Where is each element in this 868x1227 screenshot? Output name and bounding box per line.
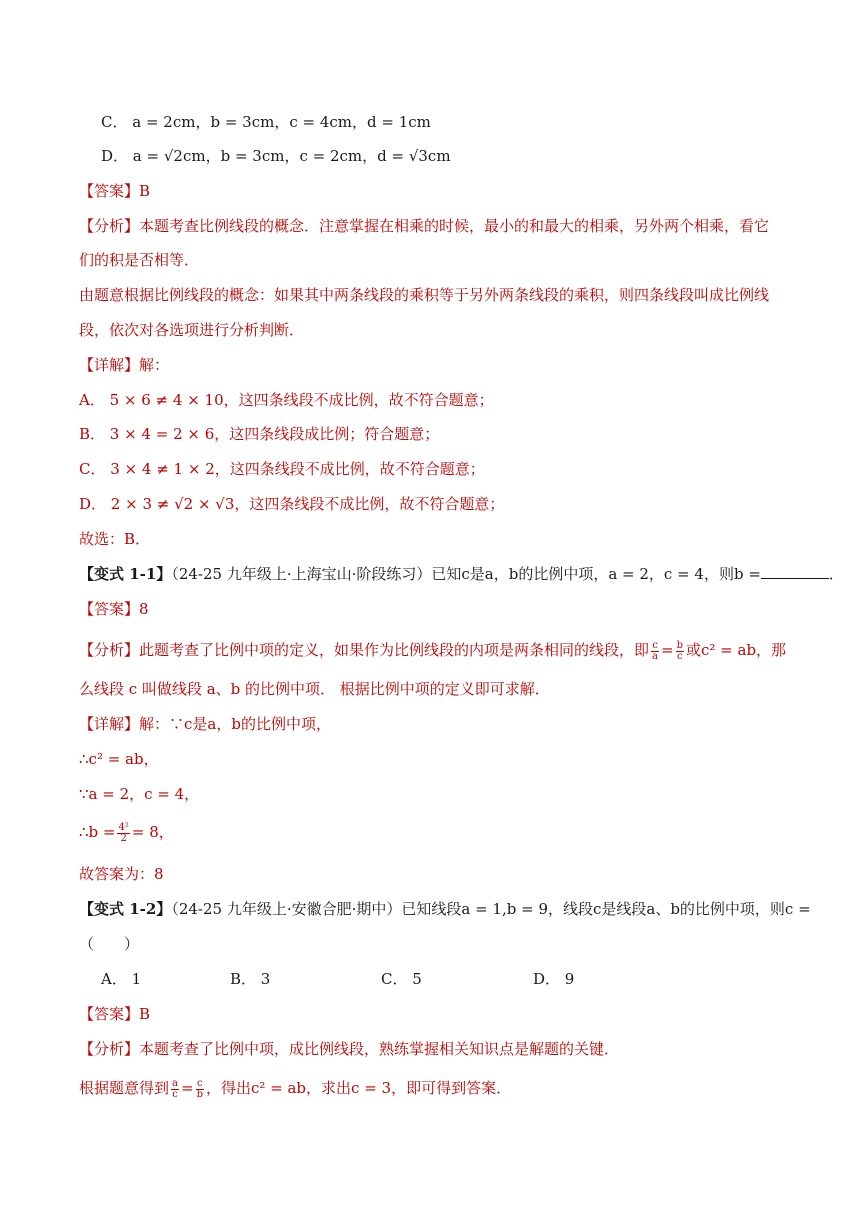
q2-analysis-line-2: 么线段 c 叫做线段 a、b 的比例中项． 根据比例中项的定义即可求解． [79,680,550,698]
detail-d: D． 2 × 3 ≠ √2 × √3，这四条线段不成比例，故不符合题意； [79,495,505,513]
answer-line [79,181,150,201]
option-b: B． 3 [230,970,271,988]
question-3-paren: （ ） [79,935,140,953]
fraction-4sq-over-2: $\frac{\text{4²}}{2}$ [118,821,129,844]
q2-detail-2: ∴c² = ab， [79,750,159,768]
fraction-c-over-a: $\frac{c}{a}$ [652,639,658,662]
answer-tag: 【答案】 [79,182,140,200]
q2-detail-line [79,714,331,734]
detail-a: A． 5 × 6 ≠ 4 × 10，这四条线段不成比例，故不符合题意； [79,391,494,409]
q3-analysis-line-1 [79,1039,619,1059]
analysis-text: 本题考查比例线段的概念．注意掌握在相乘的时候，最小的和最大的相乘，另外两个相乘，看它 [139,217,770,235]
option-a: A． 1 [101,970,142,988]
detail-line [79,355,169,375]
detail-c: C． 3 × 4 ≠ 1 × 2，这四条线段不成比例，故不符合题意； [79,460,485,478]
analysis-line-1 [79,216,769,236]
analysis-line-3: 由题意根据比例线段的概念：如果其中两条线段的乘积等于另外两条线段的乘积，则四条线段叫成比例线 [79,286,770,304]
answer-value: B [139,1005,151,1023]
analysis-text-end: 或c² = ab，那 [685,641,787,659]
q2-detail-4: ∴b = $\frac{\text{4²}}{2}$ = 8， [79,821,174,844]
question-3-tag: 【变式 1-2】 [79,900,172,918]
analysis-tag: 【分析】 [79,641,140,659]
option-c: C． 5 [381,970,422,988]
q3-analysis-line-2: 根据题意得到 $\frac{a}{c}$ = $\frac{c}{b}$ ，得出c² = ab，求出c = 3，即可得到答案． [79,1077,512,1100]
question-3-options [0,969,868,989]
detail-tag: 【详解】 [79,356,140,374]
fraction-b-over-c: $\frac{b}{c}$ [676,639,683,662]
fraction-c-over-b: $\frac{c}{b}$ [196,1077,203,1100]
detail-head: 解： [139,356,170,374]
analysis-tag: 【分析】 [79,217,140,235]
answer-tag: 【答案】 [79,600,140,618]
option-d: D． 9 [533,970,575,988]
q2-conclusion: 故答案为：8 [79,865,164,883]
detail-tag: 【详解】 [79,715,140,733]
analysis-line-2: 们的积是否相等． [79,251,200,269]
answer-tag: 【答案】 [79,1005,140,1023]
question-2-stem [79,564,844,584]
option-d: D． a = √2cm，b = 3cm，c = 2cm，d = √3cm [101,147,451,165]
question-2-tag: 【变式 1-1】 [79,565,172,583]
detail-b: B． 3 × 4 = 2 × 6，这四条线段成比例；符合题意； [79,425,440,443]
option-c: C． a = 2cm，b = 3cm，c = 4cm，d = 1cm [101,113,431,131]
answer-value: B [139,182,151,200]
q3-answer-line [79,1004,150,1024]
question-2-text: （24-25 九年级上·上海宝山·阶段练习）已知c是a，b的比例中项，a = 2，c = 4，则b = [171,565,761,583]
question-3-text: （24-25 九年级上·安徽合肥·期中）已知线段a = 1,b = 9，线段c是线段a、b的比例中项，则c = [171,900,811,918]
answer-value: 8 [139,600,149,618]
question-3-stem [79,899,811,919]
analysis-text: 此题考查了比例中项的定义，如果作为比例线段的内项是两条相同的线段，即 [139,641,650,659]
q2-analysis-line-1: 【分析】此题考查了比例中项的定义，如果作为比例线段的内项是两条相同的线段，即 $\frac{c}{a}$ = $\frac{b}{c}$ 或c² = ab，那 [79,639,787,662]
analysis-text: 本题考查了比例中项，成比例线段，熟练掌握相关知识点是解题的关键． [139,1040,620,1058]
analysis-line-4: 段，依次对各选项进行分析判断． [79,321,305,339]
detail-text: 解：∵c是a，b的比例中项， [139,715,331,733]
analysis-tag: 【分析】 [79,1040,140,1058]
fraction-a-over-c: $\frac{a}{c}$ [172,1077,178,1100]
q2-answer-line [79,599,149,619]
conclusion: 故选：B． [79,530,151,548]
answer-blank [761,564,829,579]
question-2-end: ． [828,565,844,583]
q2-detail-3: ∵a = 2，c = 4， [79,785,200,803]
